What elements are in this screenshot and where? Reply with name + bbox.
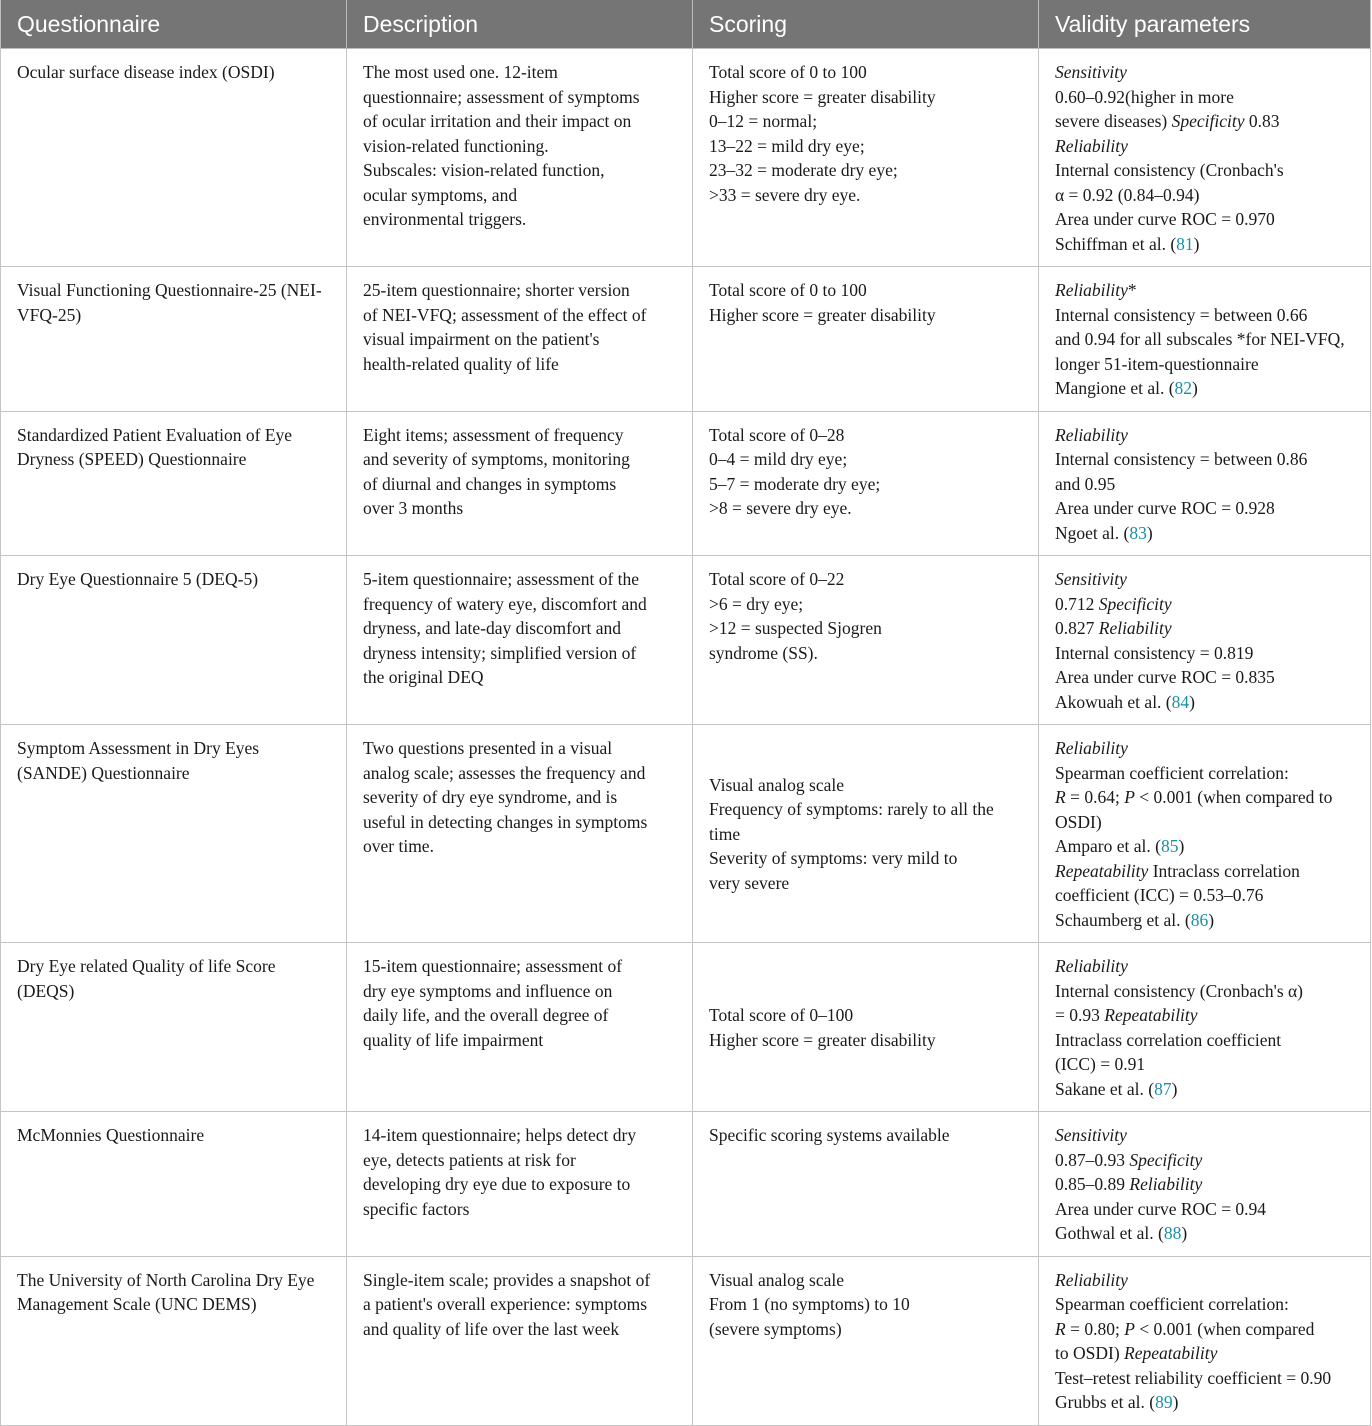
description-line: eye, detects patients at risk for [363, 1149, 576, 1170]
validity-text: Internal consistency = between 0.86 [1055, 449, 1308, 469]
validity-line [1055, 278, 1354, 303]
validity-cell [1039, 267, 1371, 412]
validity-cell [1039, 49, 1371, 267]
table-row [1, 943, 1371, 1112]
validity-text: and 0.94 for all subscales *for NEI-VFQ, [1055, 329, 1345, 349]
validity-line [1055, 109, 1354, 134]
scoring-cell [693, 556, 1039, 725]
table-row [1, 411, 1371, 556]
description-line: of NEI-VFQ; assessment of the effect of [363, 304, 647, 325]
validity-term: R [1055, 1318, 1066, 1339]
validity-term: Reliability [1055, 280, 1128, 300]
scoring-line: 5–7 = moderate dry eye; [709, 473, 881, 494]
validity-text: Internal consistency = 0.819 [1055, 642, 1254, 663]
validity-line [1055, 1221, 1354, 1246]
validity-text: 0.712 [1055, 593, 1099, 614]
scoring-line: Visual analog scale [709, 774, 845, 795]
scoring-cell [693, 411, 1039, 556]
validity-text: 0.827 [1055, 618, 1099, 638]
validity-line [1055, 232, 1354, 257]
validity-text: Amparo et al. ( [1055, 836, 1161, 856]
table-row [1, 267, 1371, 412]
description-line: specific factors [363, 1198, 470, 1219]
validity-term: Specificity [1171, 111, 1245, 131]
questionnaire-cell: Dry Eye Questionnaire 5 (DEQ-5) [1, 556, 347, 725]
scoring-line: 23–32 = moderate dry eye; [709, 160, 898, 180]
validity-line [1055, 85, 1354, 110]
description-line: The most used one. 12-item [363, 62, 558, 82]
validity-line [1055, 859, 1354, 884]
scoring-line: syndrome (SS). [709, 642, 818, 663]
validity-text: Area under curve ROC = 0.970 [1055, 209, 1275, 229]
scoring-cell [693, 1112, 1039, 1257]
header-row [1, 0, 1371, 49]
validity-text: Mangione et al. ( [1055, 378, 1175, 398]
validity-term: P [1124, 1318, 1135, 1339]
validity-text: to OSDI) [1055, 1343, 1125, 1363]
validity-line [1055, 810, 1354, 835]
validity-term: Reliability [1098, 618, 1172, 638]
validity-line [1055, 1077, 1354, 1102]
table-row [1, 556, 1371, 725]
description-line: severity of dry eye syndrome, and is [363, 787, 618, 807]
validity-text: Spearman coefficient correlation: [1055, 762, 1289, 783]
description-line: useful in detecting changes in symptoms [363, 811, 648, 832]
description-line: environmental triggers. [363, 209, 527, 229]
description-line: of ocular irritation and their impact on [363, 111, 632, 131]
description-line: the original DEQ [363, 667, 484, 687]
validity-text: OSDI) [1055, 811, 1102, 832]
description-cell [347, 267, 693, 412]
scoring-line: very severe [709, 872, 790, 893]
scoring-line: From 1 (no symptoms) to 10 [709, 1294, 910, 1314]
validity-text: = 0.64; [1065, 787, 1125, 807]
description-line: 5-item questionnaire; assessment of the [363, 569, 640, 589]
reference-link[interactable]: 85 [1160, 836, 1179, 856]
validity-line [1055, 327, 1354, 352]
validity-text: Akowuah et al. ( [1055, 691, 1172, 712]
validity-line [1055, 641, 1354, 666]
reference-link[interactable]: 84 [1171, 691, 1190, 712]
scoring-line: >8 = severe dry eye. [709, 498, 852, 518]
validity-term: Reliability [1055, 956, 1128, 976]
validity-line [1055, 1172, 1354, 1197]
description-line: daily life, and the overall degree of [363, 1005, 609, 1025]
validity-text: Ngoet al. ( [1055, 522, 1130, 543]
validity-line [1055, 883, 1354, 908]
questionnaire-cell: McMonnies Questionnaire [1, 1112, 347, 1257]
validity-text: ) [1189, 691, 1195, 712]
reference-link[interactable]: 87 [1154, 1078, 1172, 1099]
validity-term: Reliability [1129, 1174, 1203, 1194]
description-line: of diurnal and changes in symptoms [363, 473, 617, 494]
reference-link[interactable]: 82 [1174, 378, 1193, 398]
scoring-line: >33 = severe dry eye. [709, 184, 861, 205]
description-line: 15-item questionnaire; assessment of [363, 956, 623, 976]
description-line: and severity of symptoms, monitoring [363, 449, 630, 469]
validity-line [1055, 954, 1354, 979]
validity-text: and 0.95 [1055, 473, 1116, 494]
validity-text: severe diseases) [1055, 111, 1172, 131]
description-line: dryness, and late-day discomfort and [363, 618, 622, 638]
questionnaire-cell: The University of North Carolina Dry Eye Management Scale (UNC DEMS) [1, 1256, 347, 1425]
reference-link[interactable]: 83 [1129, 522, 1147, 543]
validity-line [1055, 496, 1354, 521]
validity-line [1055, 785, 1354, 810]
validity-text: α = 0.92 (0.84–0.94) [1055, 184, 1200, 205]
validity-term: Sensitivity [1055, 569, 1127, 589]
scoring-line: Total score of 0–100 [709, 1005, 854, 1025]
scoring-cell [693, 267, 1039, 412]
header-questionnaire: Questionnaire [1, 0, 347, 49]
validity-line [1055, 1003, 1354, 1028]
validity-term: P [1124, 787, 1135, 807]
description-line: frequency of watery eye, discomfort and [363, 593, 647, 614]
validity-line [1055, 761, 1354, 786]
questionnaire-cell: Ocular surface disease index (OSDI) [1, 49, 347, 267]
description-line: 25-item questionnaire; shorter version [363, 280, 630, 300]
validity-line [1055, 1292, 1354, 1317]
validity-line [1055, 207, 1354, 232]
description-line: vision-related functioning. [363, 135, 549, 156]
validity-text: ) [1146, 522, 1153, 543]
validity-line [1055, 1148, 1354, 1173]
validity-text: = 0.93 [1055, 1005, 1105, 1025]
scoring-line: >6 = dry eye; [709, 593, 804, 614]
validity-text: Area under curve ROC = 0.94 [1055, 1198, 1267, 1219]
description-cell [347, 411, 693, 556]
description-cell [347, 943, 693, 1112]
table-row [1, 1256, 1371, 1425]
validity-term: Repeatability [1124, 1343, 1218, 1363]
validity-text: 0.83 [1244, 111, 1280, 131]
validity-text: 0.60–0.92(higher in more [1055, 86, 1234, 107]
scoring-line: Total score of 0–28 [709, 424, 845, 445]
validity-line [1055, 834, 1354, 859]
table-row [1, 49, 1371, 267]
validity-text: ) [1208, 909, 1215, 930]
description-line: Subscales: vision-related function, [363, 160, 605, 180]
description-cell [347, 725, 693, 943]
validity-text: = 0.80; [1065, 1318, 1125, 1339]
validity-text: Internal consistency (Cronbach's [1055, 160, 1284, 180]
scoring-cell [693, 943, 1039, 1112]
description-line: and quality of life over the last week [363, 1318, 620, 1339]
description-cell [347, 556, 693, 725]
scoring-line: Total score of 0–22 [709, 569, 845, 589]
reference-link[interactable]: 89 [1155, 1392, 1173, 1412]
description-line: developing dry eye due to exposure to [363, 1174, 631, 1194]
validity-line [1055, 908, 1354, 933]
validity-term: Reliability [1055, 738, 1128, 758]
validity-text: Sakane et al. ( [1055, 1078, 1155, 1099]
scoring-cell [693, 1256, 1039, 1425]
scoring-line: Total score of 0 to 100 [709, 62, 867, 82]
description-line: analog scale; assesses the frequency and [363, 762, 646, 783]
validity-text: Gothwal et al. ( [1055, 1223, 1164, 1243]
validity-term: Reliability [1055, 1269, 1128, 1290]
questionnaire-cell: Dry Eye related Quality of life Score (DEQS) [1, 943, 347, 1112]
validity-text: Area under curve ROC = 0.928 [1055, 498, 1275, 518]
scoring-line: >12 = suspected Sjogren [709, 618, 882, 638]
validity-text: ) [1171, 1078, 1178, 1099]
validity-term: Reliability [1055, 424, 1128, 445]
validity-text: Grubbs et al. ( [1055, 1392, 1156, 1412]
validity-term: Repeatability [1104, 1005, 1198, 1025]
validity-text: ) [1192, 378, 1198, 398]
validity-line [1055, 1317, 1354, 1342]
description-line: visual impairment on the patient's [363, 329, 600, 349]
scoring-line: Higher score = greater disability [709, 86, 936, 107]
scoring-line: 0–4 = mild dry eye; [709, 449, 848, 469]
header-scoring: Scoring [693, 0, 1039, 49]
questionnaire-cell: Symptom Assessment in Dry Eyes (SANDE) Questionnaire [1, 725, 347, 943]
validity-text: longer 51-item-questionnaire [1055, 353, 1259, 374]
validity-cell [1039, 411, 1371, 556]
description-line: a patient's overall experience: symptoms [363, 1294, 648, 1314]
validity-line [1055, 1123, 1354, 1148]
validity-line [1055, 472, 1354, 497]
questionnaire-cell: Standardized Patient Evaluation of Eye Dryness (SPEED) Questionnaire [1, 411, 347, 556]
description-line: ocular symptoms, and [363, 184, 518, 205]
validity-text: Schiffman et al. ( [1055, 233, 1177, 254]
validity-text: coefficient (ICC) = 0.53–0.76 [1055, 885, 1264, 905]
validity-term: Specificity [1129, 1149, 1203, 1170]
validity-line [1055, 1366, 1354, 1391]
validity-line [1055, 134, 1354, 159]
scoring-cell [693, 725, 1039, 943]
validity-line [1055, 376, 1354, 401]
description-line: Two questions presented in a visual [363, 738, 613, 758]
description-line: Single-item scale; provides a snapshot of [363, 1269, 651, 1290]
validity-cell [1039, 943, 1371, 1112]
validity-text: ) [1181, 1223, 1188, 1243]
validity-line [1055, 1197, 1354, 1222]
validity-text: * [1127, 280, 1137, 300]
validity-line [1055, 616, 1354, 641]
validity-line [1055, 423, 1354, 448]
validity-text: Intraclass correlation coefficient [1055, 1029, 1282, 1050]
reference-link[interactable]: 86 [1190, 909, 1209, 930]
validity-term: Sensitivity [1055, 1125, 1127, 1145]
description-line: questionnaire; assessment of symptoms [363, 86, 640, 107]
header-description: Description [347, 0, 693, 49]
validity-text: Internal consistency (Cronbach's α) [1055, 980, 1304, 1001]
description-line: dry eye symptoms and influence on [363, 980, 613, 1001]
scoring-line: Specific scoring systems available [709, 1125, 950, 1145]
validity-text: Test–retest reliability coefficient = 0.90 [1055, 1367, 1332, 1388]
description-line: over 3 months [363, 498, 464, 518]
description-line: Eight items; assessment of frequency [363, 424, 624, 445]
table-row [1, 725, 1371, 943]
table-row [1, 1112, 1371, 1257]
validity-line [1055, 158, 1354, 183]
validity-line [1055, 1341, 1354, 1366]
validity-term: Sensitivity [1055, 62, 1127, 82]
validity-line [1055, 1268, 1354, 1293]
description-cell [347, 1256, 693, 1425]
description-line: dryness intensity; simplified version of [363, 642, 637, 663]
validity-term: R [1055, 787, 1066, 807]
validity-line [1055, 521, 1354, 546]
validity-text: Intraclass correlation [1148, 860, 1300, 881]
validity-term: Repeatability [1055, 860, 1149, 881]
validity-cell [1039, 1256, 1371, 1425]
scoring-line: (severe symptoms) [709, 1318, 842, 1339]
validity-cell [1039, 1112, 1371, 1257]
scoring-line: 13–22 = mild dry eye; [709, 135, 865, 156]
description-line: quality of life impairment [363, 1029, 544, 1050]
validity-text: ) [1178, 836, 1185, 856]
description-cell [347, 1112, 693, 1257]
validity-text: ) [1193, 233, 1200, 254]
validity-text: < 0.001 (when compared [1134, 1318, 1315, 1339]
scoring-line: Higher score = greater disability [709, 304, 936, 325]
reference-link[interactable]: 88 [1163, 1223, 1182, 1243]
validity-line [1055, 665, 1354, 690]
validity-text: Internal consistency = between 0.66 [1055, 304, 1308, 325]
description-line: 14-item questionnaire; helps detect dry [363, 1125, 637, 1145]
validity-line [1055, 736, 1354, 761]
scoring-line: Higher score = greater disability [709, 1029, 936, 1050]
validity-line [1055, 60, 1354, 85]
scoring-cell [693, 49, 1039, 267]
scoring-line: Visual analog scale [709, 1269, 845, 1290]
validity-line [1055, 352, 1354, 377]
validity-text: 0.87–0.93 [1055, 1149, 1130, 1170]
validity-line [1055, 1390, 1354, 1415]
validity-line [1055, 979, 1354, 1004]
validity-term: Specificity [1098, 593, 1172, 614]
questionnaire-cell: Visual Functioning Questionnaire-25 (NEI-VFQ-25) [1, 267, 347, 412]
validity-text: < 0.001 (when compared to [1134, 787, 1333, 807]
validity-text: ) [1172, 1392, 1179, 1412]
scoring-line: 0–12 = normal; [709, 111, 818, 131]
validity-text: Spearman coefficient correlation: [1055, 1294, 1289, 1314]
validity-line [1055, 1028, 1354, 1053]
validity-line [1055, 592, 1354, 617]
validity-line [1055, 1052, 1354, 1077]
description-line: health-related quality of life [363, 353, 559, 374]
validity-text: (ICC) = 0.91 [1055, 1054, 1146, 1074]
validity-text: Area under curve ROC = 0.835 [1055, 667, 1275, 687]
scoring-line: Severity of symptoms: very mild to [709, 848, 958, 869]
validity-cell [1039, 725, 1371, 943]
scoring-line: time [709, 823, 741, 844]
description-line: over time. [363, 836, 434, 856]
validity-text: 0.85–0.89 [1055, 1174, 1130, 1194]
scoring-line: Frequency of symptoms: rarely to all the [709, 799, 994, 820]
reference-link[interactable]: 81 [1176, 233, 1194, 254]
description-cell [347, 49, 693, 267]
validity-line [1055, 447, 1354, 472]
validity-line [1055, 567, 1354, 592]
scoring-line: Total score of 0 to 100 [709, 280, 867, 300]
validity-line [1055, 690, 1354, 715]
validity-text: Schaumberg et al. ( [1055, 909, 1191, 930]
validity-line [1055, 183, 1354, 208]
validity-cell [1039, 556, 1371, 725]
header-validity: Validity parameters [1039, 0, 1371, 49]
validity-line [1055, 303, 1354, 328]
validity-term: Reliability [1055, 135, 1128, 156]
